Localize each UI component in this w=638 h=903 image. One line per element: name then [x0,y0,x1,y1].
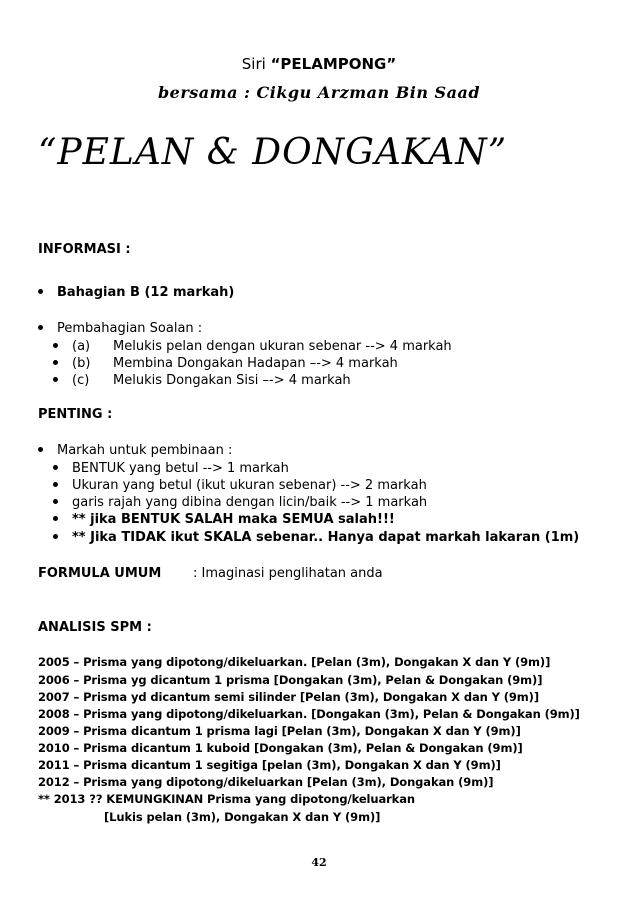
spm-row: [Lukis pelan (3m), Dongakan X dan Y (9m)] [104,810,381,824]
spm-row: 2006 – Prisma yg dicantum 1 prisma [Dongakan (3m), Pelan & Dongakan (9m)] [38,673,543,687]
bullet-icon [53,482,58,487]
list-item: ** jika BENTUK SALAH maka SEMUA salah!!! [53,512,395,527]
list-item: (c) Melukis Dongakan Sisi –-> 4 markah [53,373,351,388]
formula-label: FORMULA UMUM [38,566,162,581]
page-number: 42 [311,856,327,869]
analisis-heading: ANALISIS SPM : [38,620,152,635]
page-title: “PELAN & DONGAKAN” [38,132,508,173]
bullet-icon [38,289,43,294]
penting-heading: PENTING : [38,407,113,422]
spm-row: 2012 – Prisma yang dipotong/dikeluarkan [Pelan (3m), Dongakan (9m)] [38,775,494,789]
spm-row: 2005 – Prisma yang dipotong/dikeluarkan. [Pelan (3m), Dongakan X dan Y (9m)] [38,655,551,669]
bullet-icon [53,360,58,365]
bullet-icon [53,377,58,382]
list-item: garis rajah yang dibina dengan licin/baik --> 1 markah [53,495,427,510]
formula-value: : Imaginasi penglihatan anda [193,566,383,581]
list-item: Ukuran yang betul (ikut ukuran sebenar) --> 2 markah [53,478,427,493]
bullet-icon [38,325,43,330]
list-item: BENTUK yang betul --> 1 markah [53,461,289,476]
bullet-icon [38,447,43,452]
list-item: Markah untuk pembinaan : [38,443,232,458]
spm-row: 2010 – Prisma dicantum 1 kuboid [Dongakan (3m), Pelan & Dongakan (9m)] [38,741,523,755]
spm-row: 2008 – Prisma yang dipotong/dikeluarkan. [Dongakan (3m), Pelan & Dongakan (9m)] [38,707,580,721]
spm-row: 2007 – Prisma yd dicantum semi silinder [Pelan (3m), Dongakan X dan Y (9m)] [38,690,539,704]
series-title [0,55,638,73]
series-prefix: Siri [241,55,271,73]
informasi-heading: INFORMASI : [38,242,131,257]
list-item: (a) Melukis pelan dengan ukuran sebenar --> 4 markah [53,339,452,354]
bullet-icon [53,499,58,504]
bullet-icon [53,534,58,539]
author-byline: bersama : Cikgu Arzman Bin Saad [157,83,480,102]
list-item: Bahagian B (12 markah) [38,285,234,300]
bullet-icon [53,516,58,521]
bullet-icon [53,343,58,348]
list-item: Pembahagian Soalan : [38,321,202,336]
spm-row: 2011 – Prisma dicantum 1 segitiga [pelan (3m), Dongakan X dan Y (9m)] [38,758,501,772]
spm-row: 2009 – Prisma dicantum 1 prisma lagi [Pelan (3m), Dongakan X dan Y (9m)] [38,724,521,738]
bullet-icon [53,465,58,470]
list-item: (b) Membina Dongakan Hadapan –-> 4 markah [53,356,398,371]
list-item: ** Jika TIDAK ikut SKALA sebenar.. Hanya dapat markah lakaran (1m) [53,530,579,545]
series-name: “PELAMPONG” [270,55,397,73]
spm-row: ** 2013 ?? KEMUNGKINAN Prisma yang dipotong/keluarkan [38,792,415,806]
